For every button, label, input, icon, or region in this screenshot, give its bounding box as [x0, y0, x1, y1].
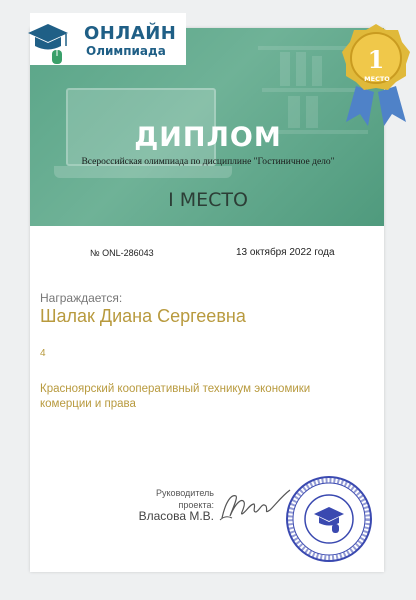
- graduation-cap-icon: [26, 20, 70, 66]
- place-title: I МЕСТО: [168, 189, 248, 211]
- olympiad-name: Всероссийская олимпиада по дисциплине "Гостиничное дело": [81, 157, 335, 167]
- diploma-number: № ONL-286043: [90, 248, 154, 258]
- diploma-date: 13 октября 2022 года: [236, 247, 335, 258]
- awarded-label: Награждается:: [40, 291, 123, 305]
- binder-decoration: [296, 52, 306, 86]
- medal-number: 1: [367, 45, 385, 74]
- stamp-icon: [284, 474, 374, 564]
- recipient-name: Шалак Диана Сергеевна: [40, 306, 246, 326]
- brand-logo-title: ОНЛАЙН: [84, 23, 177, 44]
- brand-logo-subtitle: Олимпиада: [86, 44, 166, 58]
- binder-decoration: [312, 56, 322, 86]
- diploma-title: ДИПЛОМ: [134, 122, 282, 153]
- medal-label: МЕСТО: [364, 75, 390, 83]
- institution-name: Красноярский кооперативный техникум экономики комерции и права: [40, 383, 311, 410]
- binder-decoration: [280, 52, 290, 86]
- signatory-role: Руководитель проекта:: [156, 488, 214, 510]
- grade-value: 4: [40, 348, 46, 359]
- signatory-name: Власова М.В.: [138, 509, 214, 523]
- laptop-base-decoration: [54, 166, 232, 178]
